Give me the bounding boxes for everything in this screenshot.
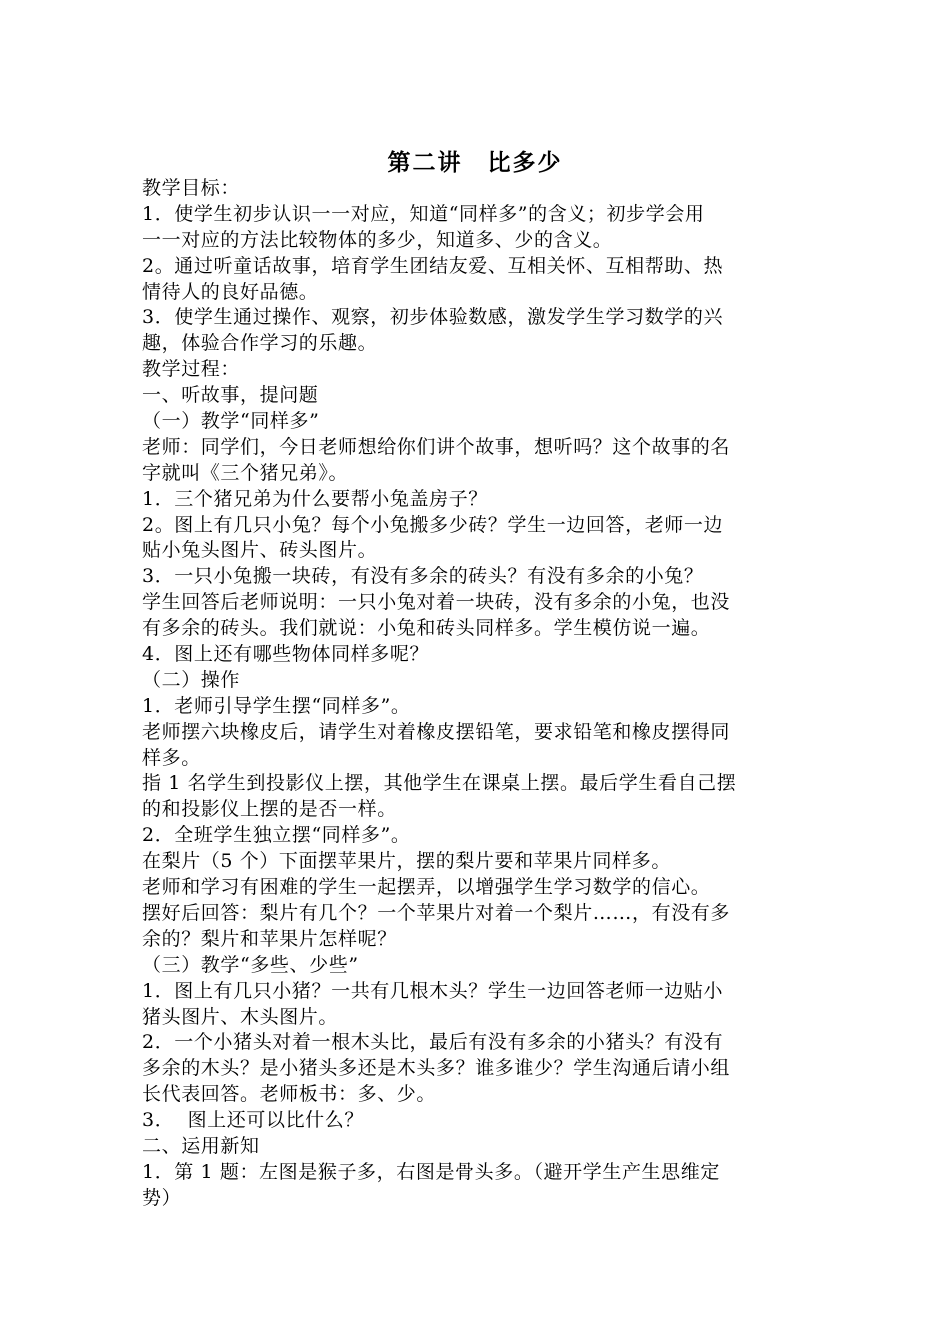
text-line: 1．三个猪兄弟为什么要帮小兔盖房子？ xyxy=(142,487,488,510)
text-line: 学生回答后老师说明：一只小兔对着一块砖，没有多余的小兔，也没 xyxy=(142,591,731,614)
text-line: 在梨片（5 个）下面摆苹果片，摆的梨片要和苹果片同样多。 xyxy=(142,850,671,873)
text-line: 1．老师引导学生摆“同样多”。 xyxy=(142,694,411,717)
text-line: 3． 图上还可以比什么？ xyxy=(142,1109,364,1132)
text-line: 样多。 xyxy=(142,746,201,769)
text-line: 的和投影仪上摆的是否一样。 xyxy=(142,798,397,821)
text-line: 2。通过听童话故事，培育学生团结友爱、互相关怀、互相帮助、热 xyxy=(142,254,724,277)
text-line: 一一对应的方法比较物体的多少，知道多、少的含义。 xyxy=(142,228,613,251)
text-line: 3．使学生通过操作、观察，初步体验数感，激发学生学习数学的兴 xyxy=(142,306,724,329)
text-line: 趣，体验合作学习的乐趣。 xyxy=(142,332,378,355)
text-line: 一、听故事，提问题 xyxy=(142,384,319,407)
text-line: 老师和学习有困难的学生一起摆弄，以增强学生学习数学的信心。 xyxy=(142,876,711,899)
document-title: 第二讲 比多少 xyxy=(387,149,563,176)
text-line: 余的？梨片和苹果片怎样呢？ xyxy=(142,927,397,950)
text-line: 2．全班学生独立摆“同样多”。 xyxy=(142,824,411,847)
text-line: 指 1 名学生到投影仪上摆，其他学生在课桌上摆。最后学生看自己摆 xyxy=(142,772,737,795)
text-line: 1．图上有几只小猪？一共有几根木头？学生一边回答老师一边贴小 xyxy=(142,979,724,1002)
text-line: 势） xyxy=(142,1186,182,1209)
text-line: 字就叫《三个猪兄弟》。 xyxy=(142,461,349,484)
text-line: 2．一个小猪头对着一根木头比，最后有没有多余的小猪头？有没有 xyxy=(142,1031,724,1054)
text-line: 老师摆六块橡皮后，请学生对着橡皮摆铅笔，要求铅笔和橡皮摆得同 xyxy=(142,720,731,743)
text-line: 3．一只小兔搬一块砖，有没有多余的砖头？有没有多余的小兔？ xyxy=(142,565,704,588)
text-line: 猪头图片、木头图片。 xyxy=(142,1005,339,1028)
text-line: 1．第 1 题：左图是猴子多，右图是骨头多。（避开学生产生思维定 xyxy=(142,1160,720,1183)
text-line: 二、运用新知 xyxy=(142,1134,260,1157)
text-line: 多余的木头？是小猪头多还是木头多？谁多谁少？学生沟通后请小组 xyxy=(142,1057,731,1080)
text-line: 教学目标： xyxy=(142,177,241,199)
text-line: 长代表回答。老师板书：多、少。 xyxy=(142,1083,437,1106)
text-line: （一）教学“同样多” xyxy=(142,410,320,433)
text-line: 2。图上有几只小兔？每个小兔搬多少砖？学生一边回答，老师一边 xyxy=(142,513,724,536)
text-line: （三）教学“多些、少些” xyxy=(142,953,359,976)
text-line: 有多余的砖头。我们就说：小兔和砖头同样多。学生模仿说一遍。 xyxy=(142,617,711,640)
document-body xyxy=(142,176,812,1212)
text-line: 1．使学生初步认识一一对应，知道“同样多”的含义；初步学会用 xyxy=(142,202,705,225)
text-line: 情待人的良好品德。 xyxy=(142,280,319,303)
text-line: （二）操作 xyxy=(142,668,241,691)
text-line: 老师：同学们，今日老师想给你们讲个故事，想听吗？这个故事的名 xyxy=(142,435,731,458)
text-line: 4．图上还有哪些物体同样多呢？ xyxy=(142,643,430,666)
text-line: 摆好后回答：梨片有几个？一个苹果片对着一个梨片……，有没有多 xyxy=(142,901,731,924)
text-line: 教学过程： xyxy=(142,358,241,381)
text-line: 贴小兔头图片、砖头图片。 xyxy=(142,539,378,562)
